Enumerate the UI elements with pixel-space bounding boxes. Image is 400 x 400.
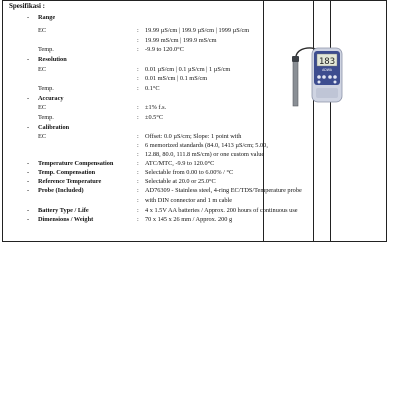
row-value: ±0.5°C (145, 114, 164, 121)
spec-row (0, 113, 330, 123)
spec-row (0, 74, 330, 84)
row-value: Selectable at 20.0 or 25.0°C (145, 178, 216, 185)
right-border (386, 0, 387, 242)
row-colon: : (137, 75, 139, 82)
spec-row (0, 215, 330, 225)
row-value: 0.01 µS/cm | 0.1 µS/cm | 1 µS/cm (145, 66, 231, 73)
row-colon: : (137, 151, 139, 158)
spec-row (0, 186, 330, 196)
row-value: ATC/MTC, -9.9 to 120.0°C (145, 160, 215, 167)
row-value: Offset: 0.0 µS/cm; Slope: 1 point with (145, 133, 242, 140)
row-label: Temp. (38, 114, 54, 121)
row-label: Temp. Compensation (38, 169, 96, 176)
row-label: EC (38, 27, 47, 34)
row-label: EC (38, 66, 47, 73)
row-colon: : (137, 104, 139, 111)
row-label: Resolution (38, 56, 67, 63)
row-value: 70 x 145 x 26 mm / Approx. 200 g (145, 216, 233, 223)
spec-row (0, 196, 330, 206)
meter-brand-text: ADWA (322, 68, 332, 72)
row-label: Accuracy (38, 95, 64, 102)
row-colon: : (137, 133, 139, 140)
row-dash: - (27, 216, 30, 223)
row-dash: - (27, 178, 30, 185)
row-dash: - (27, 95, 30, 102)
row-value: AD76309 - Stainless steel, 4-ring EC/TDS/Temperature probe (145, 187, 302, 194)
row-colon: : (137, 114, 139, 121)
row-colon: : (137, 216, 139, 223)
row-dash: - (27, 160, 30, 167)
row-dash: - (27, 207, 30, 214)
row-value: Selectable from 0.00 to 6.00% / °C (145, 169, 234, 176)
row-dash: - (27, 124, 30, 131)
row-label: Range (38, 14, 56, 21)
row-label: Temperature Compensation (38, 160, 114, 167)
ec-meter-image (284, 42, 346, 122)
row-value: 12.88, 80.0, 111.8 mS/cm) or one custom value (145, 151, 265, 158)
row-label: EC (38, 133, 47, 140)
row-value: 4 x 1.5V AA batteries / Approx. 200 hours of continuous use (145, 207, 298, 214)
row-label: Probe (Included) (38, 187, 84, 194)
spec-row (0, 55, 330, 65)
spec-row (0, 13, 330, 23)
row-colon: : (137, 178, 139, 185)
row-colon: : (137, 187, 139, 194)
row-dash: - (27, 169, 30, 176)
row-value: -9.9 to 120.0°C (145, 46, 184, 53)
row-colon: : (137, 169, 139, 176)
row-value: 19.99 mS/cm | 199.9 mS/cm (145, 37, 217, 44)
row-value: 0.01 mS/cm | 0.1 mS/cm (145, 75, 208, 82)
row-colon: : (137, 27, 139, 34)
spec-row (0, 26, 330, 36)
row-value: 19.99 µS/cm | 199.9 µS/cm | 1999 µS/cm (145, 27, 250, 34)
row-label: Temp. (38, 46, 54, 53)
top-border (2, 0, 387, 1)
row-colon: : (137, 160, 139, 167)
spec-row (0, 84, 330, 94)
bottom-border (2, 241, 387, 242)
row-dash: - (27, 187, 30, 194)
row-colon: : (137, 85, 139, 92)
spec-heading: Spesifikasi : (9, 2, 45, 10)
row-dash: - (27, 14, 30, 21)
spec-row (0, 45, 330, 55)
row-colon: : (137, 142, 139, 149)
row-label: Calibration (38, 124, 70, 131)
row-value: ±1% f.s. (145, 104, 167, 111)
row-label: EC (38, 104, 47, 111)
row-label: Temp. (38, 85, 54, 92)
row-dash: - (27, 56, 30, 63)
row-value: with DIN connector and 1 m cable (145, 197, 233, 204)
row-label: Dimensions / Weight (38, 216, 94, 223)
row-label: Battery Type / Life (38, 207, 89, 214)
row-label: Reference Temperature (38, 178, 102, 185)
row-colon: : (137, 66, 139, 73)
row-colon: : (137, 46, 139, 53)
meter-display-text: 183 (318, 57, 336, 67)
row-colon: : (137, 207, 139, 214)
row-colon: : (137, 197, 139, 204)
row-value: 6 memorized standards (84.0, 1413 µS/cm; 5.00, (145, 142, 268, 149)
spec-row (0, 103, 330, 113)
row-colon: : (137, 37, 139, 44)
row-value: 0.1°C (145, 85, 160, 92)
